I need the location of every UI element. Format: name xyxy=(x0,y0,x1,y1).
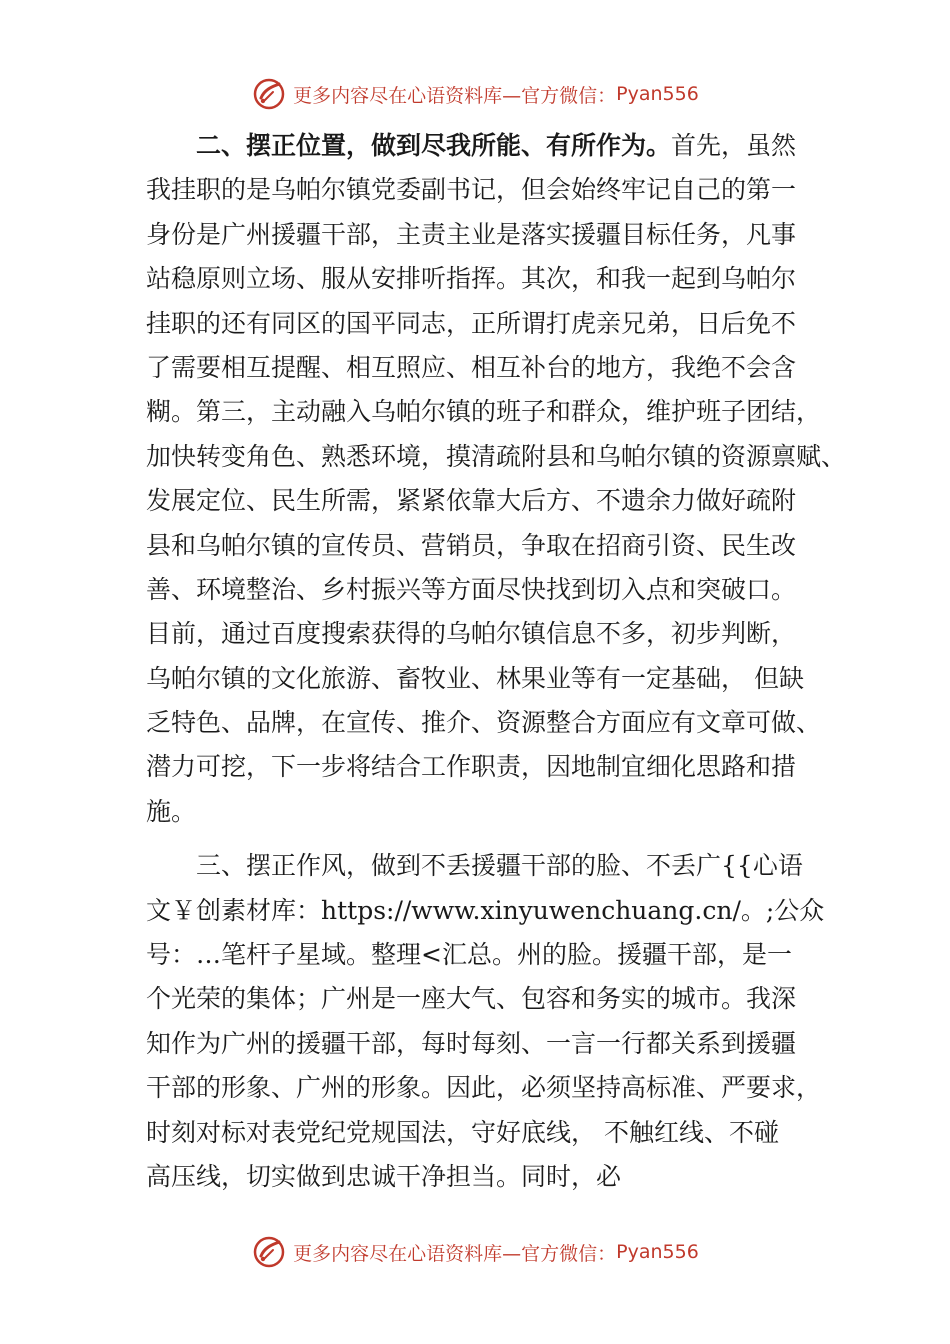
header-banner xyxy=(0,74,950,114)
text-line: 目前，通过百度搜索获得的乌帕尔镇信息不多，初步判断， xyxy=(146,619,797,649)
text-line: 高压线，切实做到忠诚干净担当。同时，必 xyxy=(146,1161,622,1191)
document-body xyxy=(146,124,847,1199)
banner-handle: Pyan556 xyxy=(616,1241,699,1263)
banner-text: 更多内容尽在心语资料库—官方微信： xyxy=(293,1242,617,1265)
logo-icon xyxy=(251,76,287,112)
paragraph-1-heading: 二、摆正位置，做到尽我所能、有所作为。 xyxy=(196,131,672,160)
text-line: 发展定位、民生所需，紧紧依靠大后方、不遗余力做好疏附 xyxy=(146,486,797,516)
text-line: 身份是广州援疆干部，主责主业是落实援疆目标任务，凡事 xyxy=(146,219,797,249)
logo-icon xyxy=(251,1234,287,1270)
text-line: 文￥创素材库：https://www.xinyuwenchuang.cn/。;公众 xyxy=(146,895,825,925)
paragraph-1-lead: 首先，虽然 xyxy=(671,131,797,160)
text-line: 号：…笔杆子星域。整理<汇总。州的脸。援疆干部，是一 xyxy=(146,940,792,970)
paragraph-2-line-1: 三、摆正作风，做到不丢援疆干部的脸、不丢广{{心语 xyxy=(196,851,803,881)
paragraph-1-line-1 xyxy=(146,124,836,168)
footer-banner xyxy=(0,1232,950,1272)
text-line: 施。 xyxy=(146,796,197,826)
text-line: 乏特色、品牌，在宣传、推介、资源整合方面应有文章可做、 xyxy=(146,708,822,738)
text-line: 知作为广州的援疆干部，每时每刻、一言一行都关系到援疆 xyxy=(146,1028,797,1058)
text-line: 潜力可挖，下一步将结合工作职责，因地制宜细化思路和措 xyxy=(146,752,797,782)
text-line: 干部的形象、广州的形象。因此，必须坚持高标准、严要求， xyxy=(146,1073,822,1103)
text-line: 时刻对标对表党纪党规国法，守好底线， 不触红线、不碰 xyxy=(146,1117,779,1147)
text-line: 加快转变角色、熟悉环境，摸清疏附县和乌帕尔镇的资源禀赋、 xyxy=(146,441,847,471)
banner-text: 更多内容尽在心语资料库—官方微信： xyxy=(293,84,617,107)
text-line: 县和乌帕尔镇的宣传员、营销员，争取在招商引资、民生改 xyxy=(146,530,797,560)
text-line: 善、环境整治、乡村振兴等方面尽快找到切入点和突破口。 xyxy=(146,574,797,604)
text-line: 了需要相互提醒、相互照应、相互补台的地方，我绝不会含 xyxy=(146,352,797,382)
paragraph-gap xyxy=(146,834,836,844)
text-line: 站稳原则立场、服从安排听指挥。其次，和我一起到乌帕尔 xyxy=(146,264,797,294)
text-line: 糊。第三，主动融入乌帕尔镇的班子和群众，维护班子团结， xyxy=(146,397,822,427)
text-line: 个光荣的集体；广州是一座大气、包容和务实的城市。我深 xyxy=(146,984,797,1014)
text-line: 挂职的还有同区的国平同志，正所谓打虎亲兄弟，日后免不 xyxy=(146,308,797,338)
text-line: 乌帕尔镇的文化旅游、畜牧业、林果业等有一定基础， 但缺 xyxy=(146,663,804,693)
banner-handle: Pyan556 xyxy=(616,83,699,105)
text-line: 我挂职的是乌帕尔镇党委副书记，但会始终牢记自己的第一 xyxy=(146,175,797,205)
